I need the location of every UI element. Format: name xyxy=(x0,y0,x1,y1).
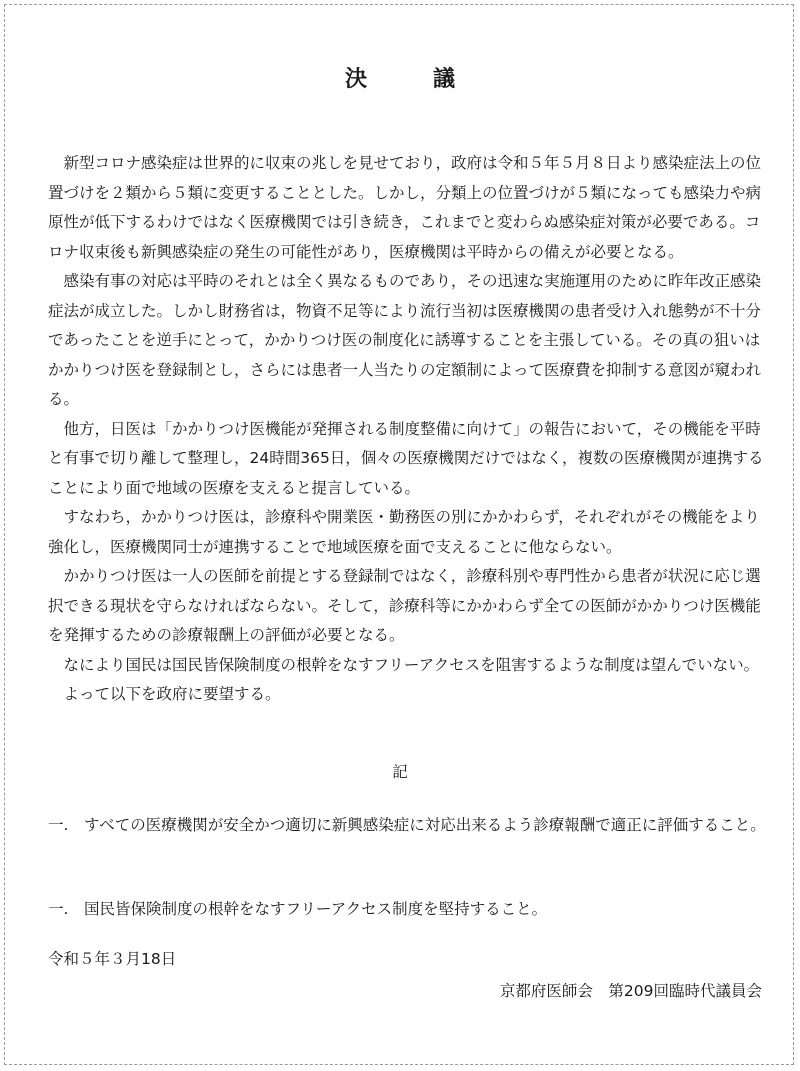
paragraph: 他方，日医は「かかりつけ医機能が発揮される制度整備に向けて」の報告において，その機能を平時と有事で切り離して整理し，24時間365日，個々の医療機関だけではなく，複数の医療機関が連携することにより面で地域の医療を支えると提言している。 xyxy=(48,419,764,497)
item-mark: 一. xyxy=(48,816,69,834)
paragraph: よって以下を政府に要望する。 xyxy=(63,685,281,703)
request-item xyxy=(48,811,768,840)
ki-heading: 記 xyxy=(392,763,408,781)
paragraph: なにより国民は国民皆保険制度の根幹をなすフリーアクセスを阻害するような制度は望んでいない。 xyxy=(63,655,760,674)
resolution-date: 令和５年３月18日 xyxy=(48,950,177,968)
paragraph: かかりつけ医は一人の医師を前提とする登録制ではなく，診療科別や専門性から患者が状況に応じ選択できる現状を守らなければならない。そして，診療科等にかかわらず全ての医師がかかりつけ医機能を発揮するための診療報酬上の評価が必要となる。 xyxy=(48,567,761,644)
item-text: 国民皆保険制度の根幹をなすフリーアクセス制度を堅持すること。 xyxy=(84,900,548,918)
signature: 京都府医師会 第209回臨時代議員会 xyxy=(499,982,762,1000)
resolution-body xyxy=(48,149,764,710)
paragraph: 感染有事の対応は平時のそれとは全く異なるものであり，その迅速な実施運用のために昨年改正感染症法が成立した。しかし財務省は，物資不足等により流行当初は医療機関の患者受け入れ態勢が不十分であったことを逆手にとって，かかりつけ医の制度化に誘導することを主張している。その真の狙いはかかりつけ医を登録制とし，さらには患者一人当たりの定額制によって医療費を抑制する意図が窺われる。 xyxy=(48,272,762,408)
paragraph: すなわち，かかりつけ医は，診療科や開業医・勤務医の別にかかわらず，それぞれがその機能をより強化し，医療機関同士が連携することで地域医療を面で支えることに他ならない。 xyxy=(48,508,760,556)
paragraph: 新型コロナ感染症は世界的に収束の兆しを見せており，政府は令和５年５月８日より感染症法上の位置づけを２類から５類に変更することとした。しかし，分類上の位置づけが５類になっても感染力や病原性が低下するわけではなく医療機関では引き続き，これまでと変わらぬ感染症対策が必要である。コロナ収束後も新興感染症の発生の可能性があり，医療機関は平時からの備えが必要となる。 xyxy=(48,154,762,261)
request-item xyxy=(48,895,768,924)
document-title: 決 議 xyxy=(344,67,477,92)
item-text: すべての医療機関が安全かつ適切に新興感染症に対応出来るよう診療報酬で適正に評価すること。 xyxy=(84,816,766,834)
item-mark: 一. xyxy=(48,900,69,918)
